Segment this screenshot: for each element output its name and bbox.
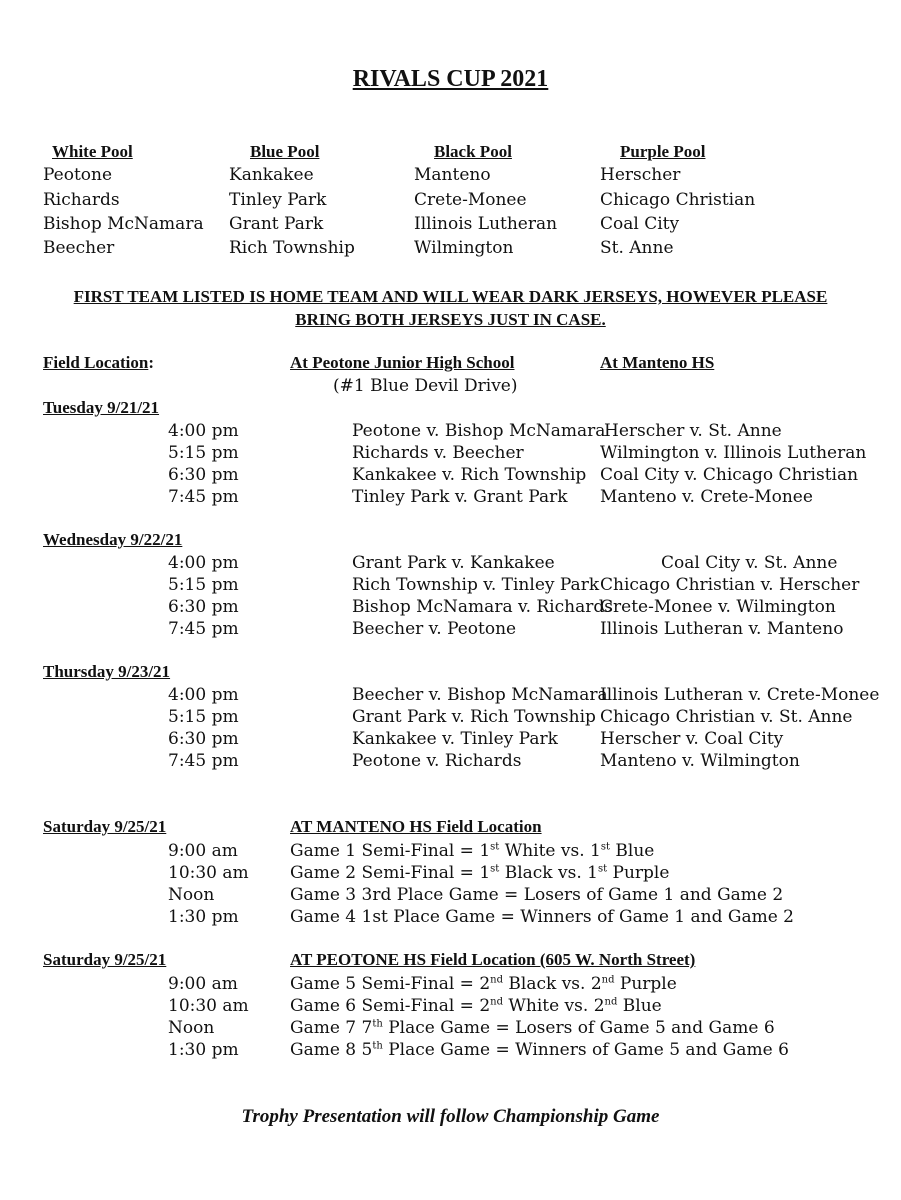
game-matchup: Kankakee v. Rich Township [352,465,587,485]
game-matchup: Illinois Lutheran v. Crete-Monee [600,685,880,705]
pool-team: Tinley Park [229,190,327,210]
playoff-game-text: Place Game = Losers of Game 5 and Game 6 [382,1018,775,1038]
game-time: 6:30 pm [168,465,239,485]
playoff-game-text: Game 7 7 [290,1018,373,1038]
page-title: RIVALS CUP 2021 [352,66,549,92]
game-matchup: Herscher v. Coal City [600,729,784,749]
site-peotone-jh-address: (#1 Blue Devil Drive) [333,376,518,396]
pool-team: Bishop McNamara [43,214,204,234]
game-matchup: Chicago Christian v. St. Anne [600,707,853,727]
game-time: 1:30 pm [168,1040,239,1060]
game-matchup: Grant Park v. Rich Township [352,707,596,727]
playoff-game [290,862,669,884]
playoff-game-text: White vs. 2 [503,996,605,1016]
game-time: 7:45 pm [168,619,239,639]
pool-team: Coal City [600,214,680,234]
trophy-note: Trophy Presentation will follow Championship Game [241,1106,660,1127]
game-matchup: Chicago Christian v. Herscher [600,575,860,595]
ordinal-suffix: nd [490,974,503,986]
game-time: 7:45 pm [168,487,239,507]
game-time: 4:00 pm [168,685,239,705]
game-matchup: Peotone v. Richards [352,751,522,771]
game-time: Noon [168,885,215,905]
ordinal-suffix: nd [604,996,618,1008]
game-matchup: Peotone v. Bishop McNamara [352,421,606,441]
game-time: 5:15 pm [168,575,239,595]
game-time: 6:30 pm [168,597,239,617]
game-matchup: Manteno v. Crete-Monee [600,487,813,507]
ordinal-suffix: th [372,1018,383,1030]
playoff-game [290,1017,775,1039]
game-matchup: Beecher v. Peotone [352,619,517,639]
playoff-game: Game 4 1st Place Game = Winners of Game 1 and Game 2 [290,907,794,927]
game-matchup: Bishop McNamara v. Richards [352,597,613,617]
ordinal-suffix: st [600,841,610,853]
playoff-game-text: Purple [607,863,670,883]
playoff-game-text: Black vs. 1 [499,863,598,883]
day-label-wednesday: Wednesday 9/22/21 [43,530,183,549]
field-location-colon: : [148,353,154,372]
playoff-game [290,973,677,995]
pool-heading-blue: Blue Pool [250,142,320,161]
game-time: 10:30 am [168,996,249,1016]
ordinal-suffix: st [597,863,608,875]
field-location-label: Field Location [43,353,149,372]
ordinal-suffix: nd [490,996,503,1008]
playoff-game: Game 3 3rd Place Game = Losers of Game 1 and Game 2 [290,885,784,905]
pool-team: Herscher [600,165,681,185]
game-time: 7:45 pm [168,751,239,771]
playoff-game-text: Game 5 Semi-Final = 2 [290,974,491,994]
game-time: 1:30 pm [168,907,239,927]
saturday-manteno-location: AT MANTENO HS Field Location [290,817,542,836]
game-matchup: Herscher v. St. Anne [604,421,782,441]
game-matchup: Grant Park v. Kankakee [352,553,555,573]
playoff-game-text: Game 2 Semi-Final = 1 [290,863,491,883]
game-matchup: Manteno v. Wilmington [600,751,800,771]
game-time: 5:15 pm [168,707,239,727]
day-label-saturday-peotone: Saturday 9/25/21 [43,950,167,969]
saturday-peotone-location: AT PEOTONE HS Field Location (605 W. North Street) [290,950,696,969]
ordinal-suffix: st [490,841,500,853]
game-matchup: Crete-Monee v. Wilmington [600,597,836,617]
playoff-game [290,995,662,1017]
pool-heading-purple: Purple Pool [620,142,706,161]
game-matchup: Tinley Park v. Grant Park [352,487,568,507]
game-time: 9:00 am [168,841,238,861]
pool-heading-white: White Pool [52,142,133,161]
game-matchup: Rich Township v. Tinley Park [352,575,600,595]
game-matchup: Beecher v. Bishop McNamara [352,685,608,705]
playoff-game-text: Game 6 Semi-Final = 2 [290,996,491,1016]
site-manteno: At Manteno HS [600,353,715,372]
site-peotone-jh: At Peotone Junior High School [290,353,515,372]
pool-team: Illinois Lutheran [414,214,558,234]
game-time: 4:00 pm [168,421,239,441]
game-matchup: Illinois Lutheran v. Manteno [600,619,844,639]
pool-team: Kankakee [229,165,314,185]
pool-team: Richards [43,190,120,210]
playoff-game-text: Game 8 5 [290,1040,373,1060]
game-matchup: Richards v. Beecher [352,443,524,463]
playoff-game-text: Black vs. 2 [503,974,602,994]
day-label-saturday-manteno: Saturday 9/25/21 [43,817,167,836]
playoff-game-text: Blue [609,841,655,861]
playoff-game-text: Game 1 Semi-Final = 1 [290,841,491,861]
playoff-game-text: Purple [614,974,677,994]
pool-heading-black: Black Pool [434,142,512,161]
game-time: 10:30 am [168,863,249,883]
day-label-thursday: Thursday 9/23/21 [43,662,171,681]
pool-team: Grant Park [229,214,324,234]
ordinal-suffix: th [372,1040,383,1052]
playoff-game [290,1039,789,1061]
pool-team: Manteno [414,165,491,185]
playoff-game [290,840,654,862]
game-matchup: Coal City v. Chicago Christian [600,465,859,485]
ordinal-suffix: nd [601,974,615,986]
game-time: 9:00 am [168,974,238,994]
pool-team: Rich Township [229,238,355,258]
pool-team: Crete-Monee [414,190,527,210]
ordinal-suffix: st [490,863,500,875]
game-matchup: Wilmington v. Illinois Lutheran [600,443,867,463]
playoff-game-text: Place Game = Winners of Game 5 and Game 6 [382,1040,789,1060]
game-time: 4:00 pm [168,553,239,573]
pool-team: Beecher [43,238,115,258]
playoff-game-text: White vs. 1 [499,841,601,861]
day-label-tuesday: Tuesday 9/21/21 [43,398,160,417]
game-time: 6:30 pm [168,729,239,749]
playoff-game-text: Blue [617,996,662,1016]
game-matchup: Kankakee v. Tinley Park [352,729,558,749]
jersey-notice-line-2: BRING BOTH JERSEYS JUST IN CASE. [295,310,606,329]
pool-team: Chicago Christian [600,190,756,210]
pool-team: St. Anne [600,238,674,258]
pool-team: Wilmington [414,238,514,258]
game-time: Noon [168,1018,215,1038]
jersey-notice-line-1: FIRST TEAM LISTED IS HOME TEAM AND WILL WEAR DARK JERSEYS, HOWEVER PLEASE [73,287,828,306]
game-matchup: Coal City v. St. Anne [661,553,838,573]
game-time: 5:15 pm [168,443,239,463]
pool-team: Peotone [43,165,113,185]
